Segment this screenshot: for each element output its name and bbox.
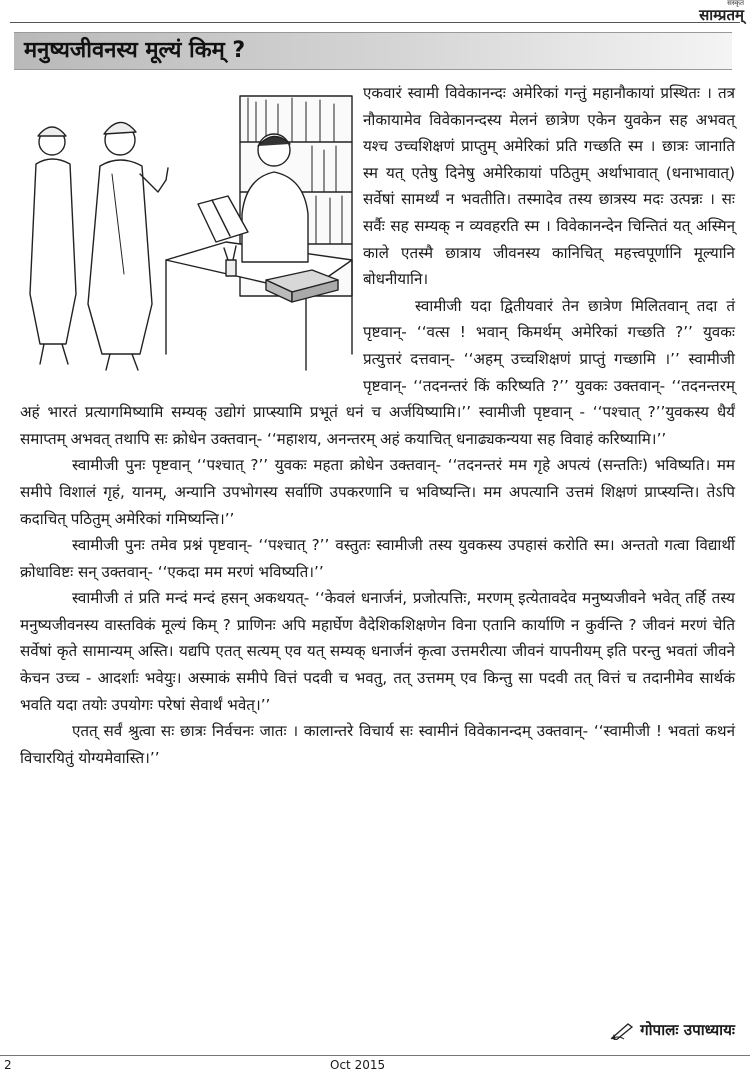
masthead-rule (10, 22, 740, 23)
paragraph-5: स्वामीजी तं प्रति मन्दं मन्दं हसन् अकथयत्- ‘‘केवलं धनार्जनं, प्रजोत्पत्तिः, मरणम् इत्येतावदेव मनुष्यजीवने भवेत् तर्हि तस्य मनुष्यजीवनस्य वास्तविकं मूल्यं किम् ? प्राणिनः अपि महार्घेण वैदेशिकशिक्षणेन विना एतानि कार्याणि न कुर्वन्ति ? जीवनं मरणं चेति सर्वेषां कृते सामान्यम् अस्ति। यद्यपि एतत् सत्यम् एव यत् सम्यक् धनार्जनं कृत्वा उत्तमरीत्या जीवनं यापनीयम् इति परन्तु भवतां जीवने केचन उच्च - आदर्शाः भवेयुः। अस्माकं समीपे वित्तं पदवी च भवतु, तत् उत्तमम् एव किन्तु सा पदवी तत् वित्तं च तदानीमेव सार्थकं भवति यदा तयोः उपयोगः परेषां सेवार्थं भवेत्।’’ (20, 589, 735, 714)
author-signature (610, 1020, 735, 1040)
pen-icon (610, 1022, 634, 1040)
footer-rule (0, 1055, 750, 1056)
illustration-space (20, 80, 363, 376)
page-number: 2 (4, 1058, 12, 1072)
paragraph-6: एतत् सर्वं श्रुत्वा सः छात्रः निर्वचनः जातः । कालान्तरे विचार्य सः स्वामीनं विवेकानन्दम् उक्तवान्- ‘‘स्वामीजी ! भवतां कथनं विचारयितुं योग्यमेवास्ति।’’ (20, 722, 735, 767)
article-body (20, 80, 735, 771)
author-name: गोपालः उपाध्यायः (640, 1021, 735, 1039)
issue-date: Oct 2015 (330, 1058, 386, 1072)
paragraph-1: एकवारं स्वामी विवेकानन्दः अमेरिकां गन्तुं महानौकायां प्रस्थितः । तत्र नौकायामेव विवेकानन्दस्य मेलनं छात्रेण एकेन युवकेन सह अभवत् यश्च उच्चशिक्षणं प्राप्तुम् अमेरिकां प्रति गच्छति स्म । छात्रः जानाति स्म यत् एतेषु दिनेषु अमेरिकायां पठितुम् अर्थाभावात् (धनाभावात्) सर्वेषां सामर्थ्यं न भवतीति। तस्मादेव तस्य छात्रस्य मदः उत्पन्नः । सः सर्वैः सह सम्यक् न व्यवहरति स्म । विवेकानन्देन चिन्तितं यत् अस्मिन् काले एतस्मै छात्राय जीवनस्य कानिचित् महत्त्वपूर्णानि मूल्यानि बोधनीयानि। (363, 84, 735, 289)
masthead-small: संस्कृत (727, 0, 744, 7)
article-title-bar (14, 32, 732, 70)
masthead-title: साम्प्रतम् (699, 6, 744, 24)
signature-row (20, 1020, 735, 1048)
article-title: मनुष्यजीवनस्य मूल्यं किम् ? (24, 38, 246, 63)
paragraph-4: स्वामीजी पुनः तमेव प्रश्नं पृष्टवान्- ‘‘पश्चात् ?’’ वस्तुतः स्वामीजी तस्य युवकस्य उपहासं करोति स्म। अन्ततो गत्वा विद्यार्थी क्रोधाविष्टः सन् उक्तवान्- ‘‘एकदा मम मरणं भविष्यति।’’ (20, 536, 735, 581)
paragraph-3: स्वामीजी पुनः पृष्टवान् ‘‘पश्चात् ?’’ युवकः महता क्रोधेन उक्तवान्- ‘‘तदनन्तरं मम गृहे अपत्यं (सन्ततिः) भविष्यति। मम समीपे विशालं गृहं, यानम्, अन्यानि उपभोगस्य सर्वाणि उपकरणानि च भविष्यन्ति। मम अपत्यानि उत्तमं शिक्षणं प्राप्स्यन्ति। तेऽपि कदाचित् पठितुम् अमेरिकां गमिष्यन्ति।’’ (20, 456, 735, 528)
masthead (699, 0, 744, 23)
paragraph-2: स्वामीजी यदा द्वितीयवारं तेन छात्रेण मिलितवान् तदा तं पृष्टवान्- ‘‘वत्स ! भवान् किमर्थम् अमेरिकां गच्छति ?’’ युवकः प्रत्युत्तरं दत्तवान्- ‘‘अहम् उच्चशिक्षणं प्राप्तुं गच्छामि ।’’ स्वामीजी पृष्टवान्- ‘‘तदनन्तरं किं करिष्यति ?’’ युवकः उक्तवान्- ‘‘तदनन्तरम् अहं भारतं प्रत्यागमिष्यामि सम्यक् उद्योगं प्राप्स्यामि प्रभूतं धनं च अर्जयिष्यामि।’’ स्वामीजी पृष्टवान् - ‘‘पश्चात् ?’’युवकस्य धैर्यं समाप्तम् अभवत् तथापि सः क्रोधेन उक्तवान्- ‘‘महाशय, अनन्तरम् अहं कयाचित् धनाढ्यकन्यया सह विवाहं करिष्यामि।’’ (20, 296, 735, 448)
